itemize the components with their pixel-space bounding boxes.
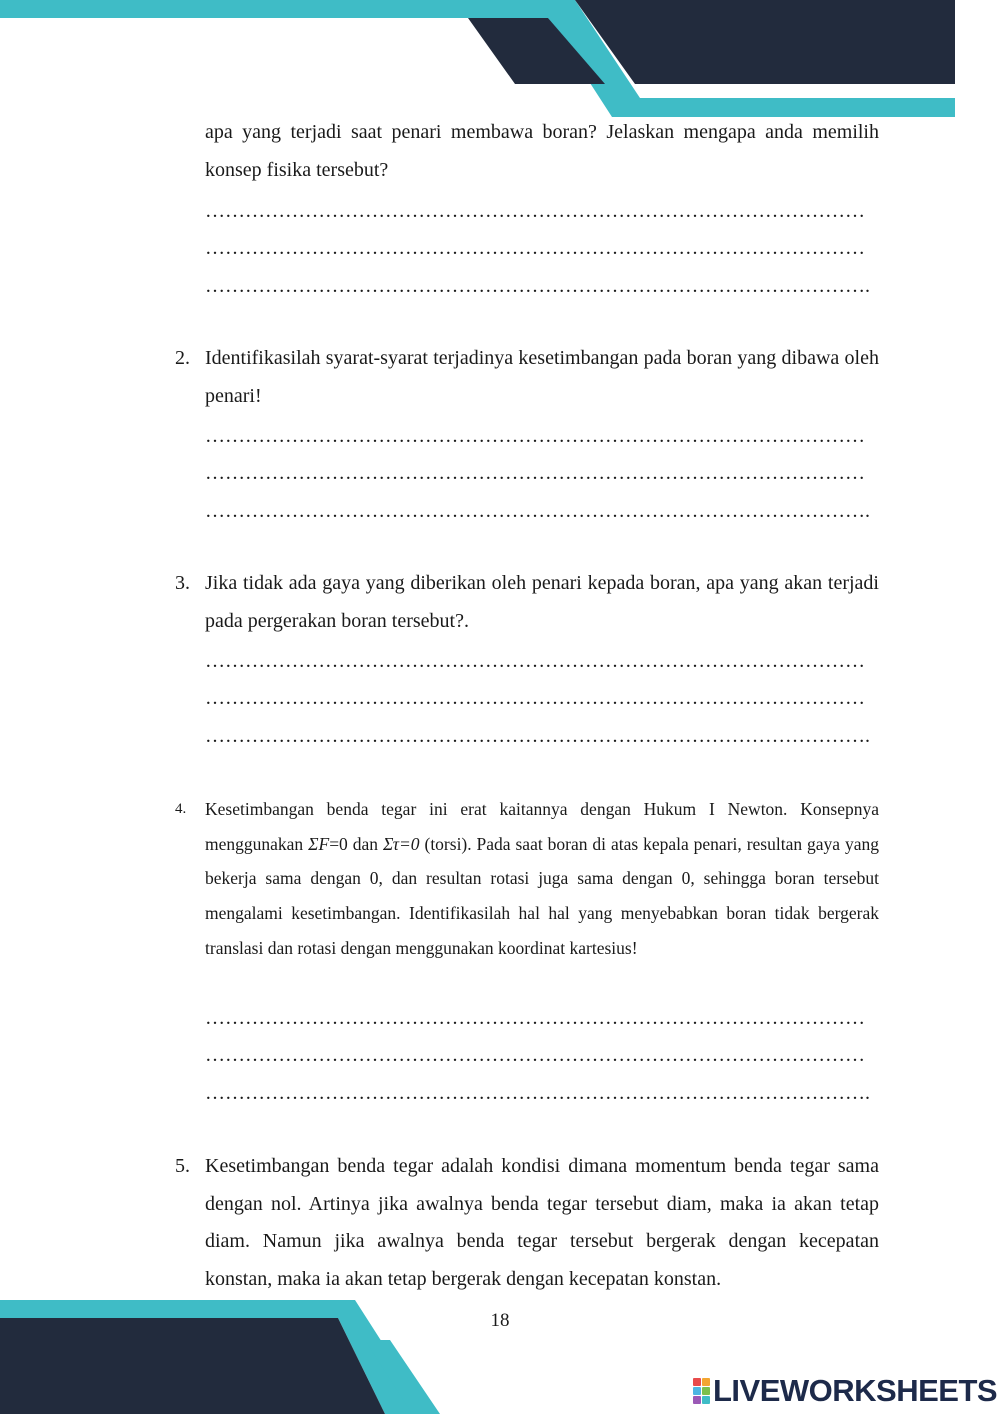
question-3-text: Jika tidak ada gaya yang diberikan oleh penari kepada boran, apa yang akan terjadi pada pergerakan boran tersebut?. [205,572,879,632]
answer-line[interactable]: ……………………………………………………………………………………… [205,425,865,447]
answer-line[interactable]: ………………………………………………………………………………………. [205,275,870,297]
logo-text: LIVEWORKSHEETS [713,1373,998,1408]
footer-teal-stripe [365,1340,440,1414]
question-3-number: 3. [175,572,190,594]
question-4-text-b: (torsi). Pada saat boran di atas kepala penari, resultan gaya yang bekerja sama dengan 0, dan resultan rotasi juga sama dengan 0, sehingga boran tersebut mengalami kesetimbangan. Identifikasilah hal hal yang menyebabkan boran tidak bergerak translasi dan rotasi dengan menggunakan koordinat kartesius! [205,833,879,958]
footer-navy-block [0,1318,385,1414]
answer-line[interactable]: ……………………………………………………………………………………… [205,462,865,484]
question-4-number: 4. [175,801,187,817]
answer-line[interactable]: ……………………………………………………………………………………… [205,1007,865,1029]
question-4-eq: =0 dan [329,833,383,854]
question-4-text-a: Kesetimbangan benda tegar ini erat kaitannya dengan Hukum I Newton. Konsepnya menggunakan [205,799,879,854]
question-5-number: 5. [175,1155,190,1177]
answer-line[interactable]: ……………………………………………………………………………………… [205,237,865,259]
sum-torque-symbol: Στ=0 [382,833,420,854]
logo-mark-icon [693,1378,710,1404]
header-navy-block [575,0,955,84]
question-1-text: apa yang terjadi saat penari membawa boran? Jelaskan mengapa anda memilih konsep fisika tersebut? [205,121,879,181]
header-decoration [0,0,1000,120]
answer-line[interactable]: ……………………………………………………………………………………… [205,650,865,672]
page-number: 18 [490,1310,510,1331]
question-2-text: Identifikasilah syarat-syarat terjadinya kesetimbangan pada boran yang dibawa oleh penari! [205,347,879,407]
answer-line[interactable]: ……………………………………………………………………………………… [205,1044,865,1066]
liveworksheets-logo[interactable] [693,1374,997,1408]
answer-line[interactable]: ……………………………………………………………………………………… [205,200,865,222]
sum-force-symbol: ΣF [308,833,330,854]
answer-line[interactable]: ………………………………………………………………………………………. [205,725,870,747]
question-2-number: 2. [175,347,190,369]
question-4-text [205,792,879,966]
answer-line[interactable]: ………………………………………………………………………………………. [205,500,870,522]
answer-line[interactable]: ………………………………………………………………………………………. [205,1082,870,1104]
question-5-text: Kesetimbangan benda tegar adalah kondisi dimana momentum benda tegar sama dengan nol. Artinya jika awalnya benda tegar tersebut diam, maka ia akan tetap diam. Namun jika awalnya benda tegar tersebut bergerak dengan kecepatan konstan, maka ia akan tetap bergerak dengan kecepatan konstan. [205,1155,879,1290]
answer-line[interactable]: ……………………………………………………………………………………… [205,687,865,709]
